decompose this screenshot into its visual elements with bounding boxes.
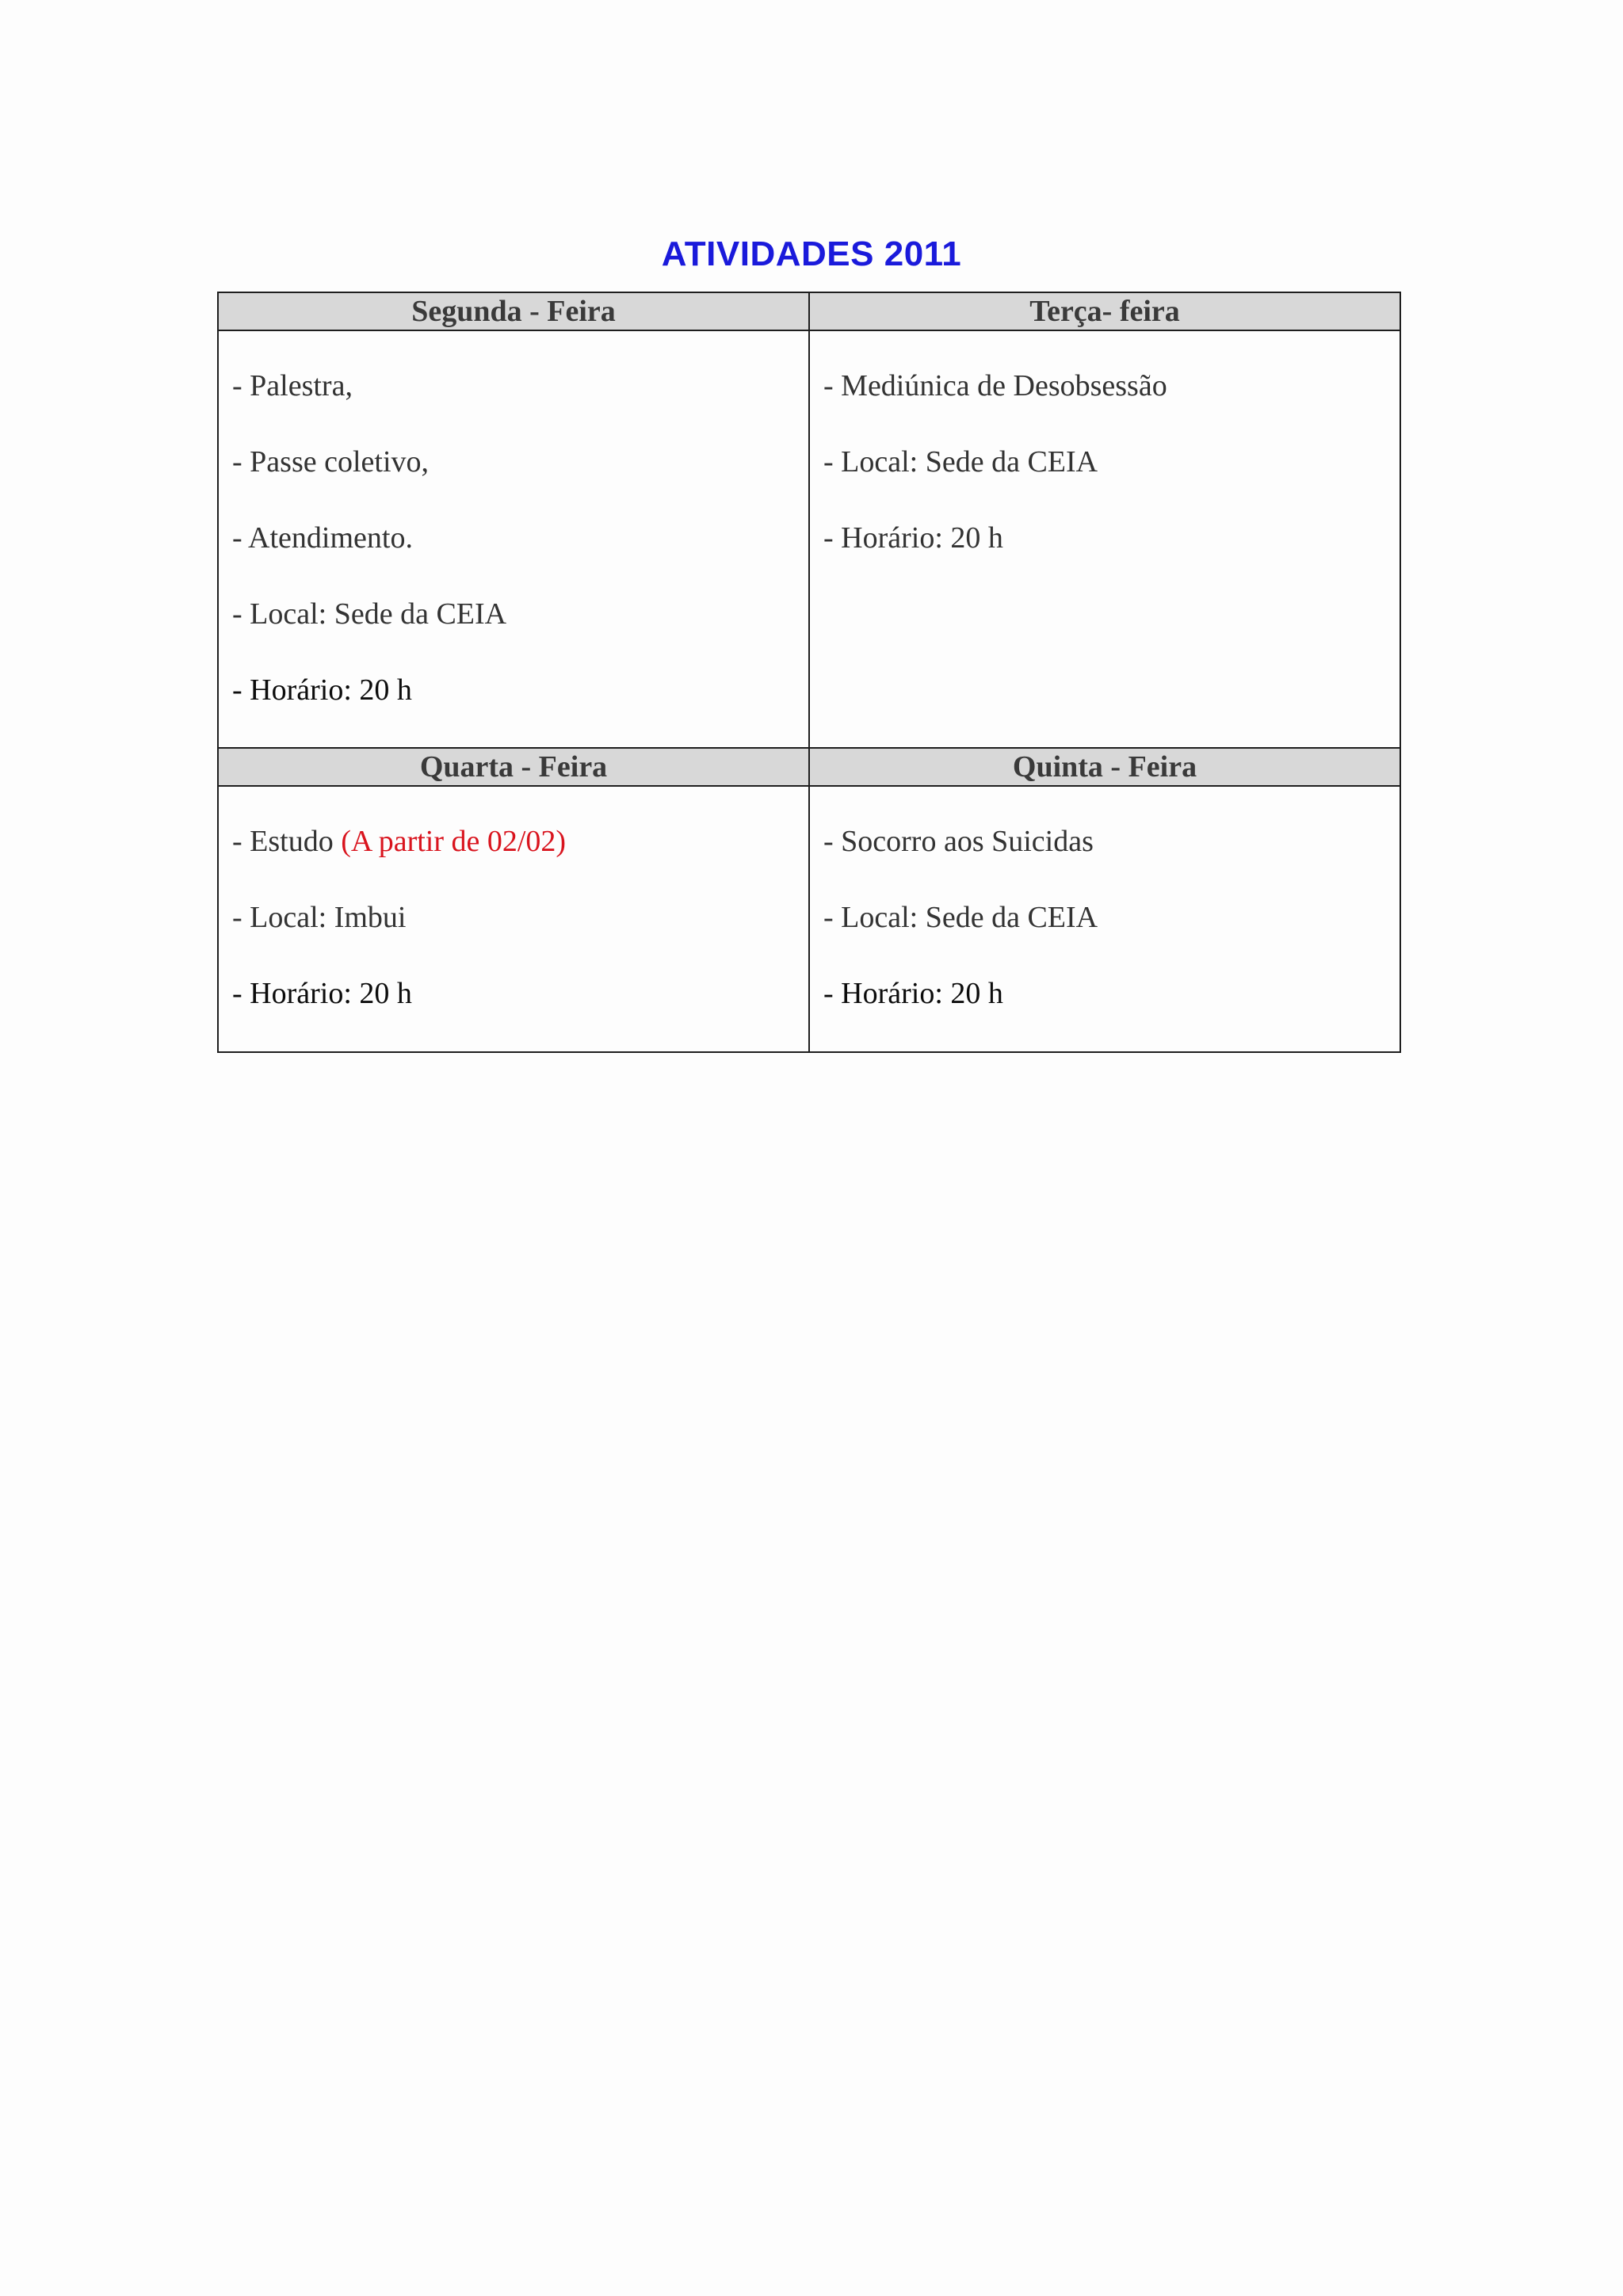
activity-time: - Horário: 20 h	[232, 673, 412, 707]
day-cell-quinta	[809, 786, 1400, 1052]
activity-item: - Passe coletivo,	[232, 445, 430, 479]
activity-location: - Local: Sede da CEIA	[232, 597, 507, 631]
table-row	[218, 330, 1400, 748]
page-title: ATIVIDADES 2011	[661, 235, 962, 274]
day-header-quarta: Quarta - Feira	[218, 748, 809, 786]
activity-list	[810, 787, 1400, 1013]
activity-time: - Horário: 20 h	[823, 521, 1003, 555]
table-row	[218, 786, 1400, 1052]
activity-list	[810, 331, 1400, 557]
activity-label: - Estudo	[232, 825, 342, 858]
day-header-quinta: Quinta - Feira	[809, 748, 1400, 786]
day-cell-segunda	[218, 330, 809, 748]
activity-item: - Socorro aos Suicidas	[823, 825, 1094, 858]
day-cell-quarta	[218, 786, 809, 1052]
activity-time: - Horário: 20 h	[232, 977, 412, 1010]
day-header-terca: Terça- feira	[809, 292, 1400, 330]
activity-item	[232, 822, 808, 860]
activity-time: - Horário: 20 h	[823, 977, 1003, 1010]
day-header-segunda: Segunda - Feira	[218, 292, 809, 330]
activity-location: - Local: Imbui	[232, 901, 407, 934]
activity-location: - Local: Sede da CEIA	[823, 901, 1098, 934]
schedule-table	[217, 292, 1401, 1053]
activity-item: - Mediúnica de Desobsessão	[823, 369, 1167, 402]
day-cell-terca	[809, 330, 1400, 748]
table-header-row	[218, 292, 1400, 330]
table-header-row	[218, 748, 1400, 786]
activity-list	[219, 787, 808, 1013]
activity-list	[219, 331, 808, 709]
activity-location: - Local: Sede da CEIA	[823, 445, 1098, 479]
activity-item: - Palestra,	[232, 369, 353, 402]
activity-item: - Atendimento.	[232, 521, 413, 555]
start-date-note: (A partir de 02/02)	[341, 825, 567, 858]
